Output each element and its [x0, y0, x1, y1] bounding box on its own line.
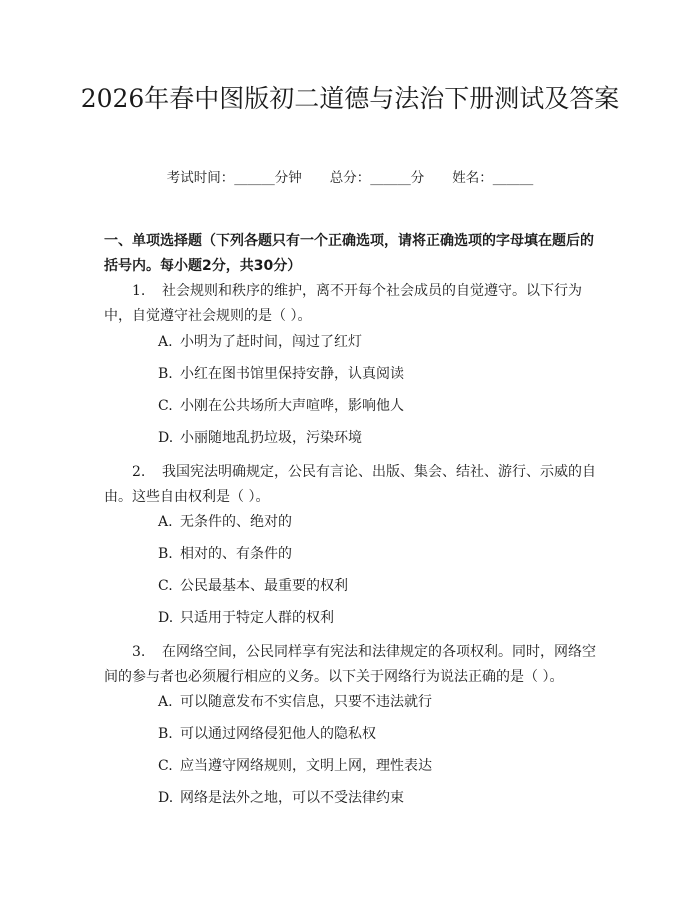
question-3-option-b: [158, 723, 598, 745]
option-key: A.: [158, 514, 173, 530]
question-text: 在网络空间，公民同样享有宪法和法律规定的各项权利。同时，网络空间的参与者也必须履行相应的义务。以下关于网络行为说法正确的是（ ）。: [104, 644, 596, 685]
option-text: 公民最基本、最重要的权利: [180, 578, 348, 594]
option-key: B.: [158, 726, 173, 742]
option-key: C.: [158, 578, 173, 594]
option-text: 小刚在公共场所大声喧哗，影响他人: [180, 398, 404, 414]
option-key: A.: [158, 334, 173, 350]
question-1-option-d: [158, 427, 598, 449]
option-key: D.: [158, 430, 174, 446]
option-text: 相对的、有条件的: [180, 546, 292, 562]
question-2-option-a: [158, 511, 598, 533]
option-key: C.: [158, 398, 173, 414]
question-1-option-b: [158, 363, 598, 385]
page-title: 2026年春中图版初二道德与法治下册测试及答案: [80, 84, 620, 113]
question-1-option-a: [158, 331, 598, 353]
question-3-option-a: [158, 691, 598, 713]
option-key: D.: [158, 610, 174, 626]
question-2: [104, 460, 600, 510]
option-key: B.: [158, 546, 173, 562]
question-3-option-d: [158, 787, 598, 809]
question-2-option-d: [158, 607, 598, 629]
option-text: 小明为了赶时间，闯过了红灯: [180, 334, 362, 350]
option-text: 小丽随地乱扔垃圾，污染环境: [180, 430, 362, 446]
total-score-field: 总分：______分: [329, 170, 425, 186]
option-text: 可以通过网络侵犯他人的隐私权: [180, 726, 376, 742]
student-name-field: 姓名：______: [452, 170, 534, 186]
question-2-option-c: [158, 575, 598, 597]
question-number: 2.: [132, 464, 146, 480]
question-number: 3.: [132, 644, 146, 660]
option-text: 网络是法外之地，可以不受法律约束: [180, 790, 404, 806]
question-3-option-c: [158, 755, 598, 777]
question-1: [104, 279, 600, 329]
question-text: 我国宪法明确规定，公民有言论、出版、集会、结社、游行、示威的自由。这些自由权利是（ ）。: [104, 464, 596, 505]
question-2-option-b: [158, 543, 598, 565]
option-text: 可以随意发布不实信息，只要不违法就行: [180, 694, 432, 710]
option-text: 无条件的、绝对的: [180, 514, 292, 530]
option-key: B.: [158, 366, 173, 382]
option-text: 小红在图书馆里保持安静，认真阅读: [180, 366, 404, 382]
question-text: 社会规则和秩序的维护，离不开每个社会成员的自觉遵守。以下行为中，自觉遵守社会规则的是（ ）。: [104, 283, 582, 324]
option-key: C.: [158, 758, 173, 774]
question-3: [104, 640, 600, 690]
exam-info-line: [0, 168, 700, 188]
section-heading: 一、单项选择题（下列各题只有一个正确选项，请将正确选项的字母填在题后的括号内。每小题2分，共30分）: [104, 233, 594, 274]
question-1-option-c: [158, 395, 598, 417]
option-key: D.: [158, 790, 174, 806]
option-key: A.: [158, 694, 173, 710]
option-text: 应当遵守网络规则，文明上网，理性表达: [180, 758, 432, 774]
question-number: 1.: [132, 283, 146, 299]
exam-time-field: 考试时间：______分钟: [166, 170, 302, 186]
option-text: 只适用于特定人群的权利: [180, 610, 334, 626]
